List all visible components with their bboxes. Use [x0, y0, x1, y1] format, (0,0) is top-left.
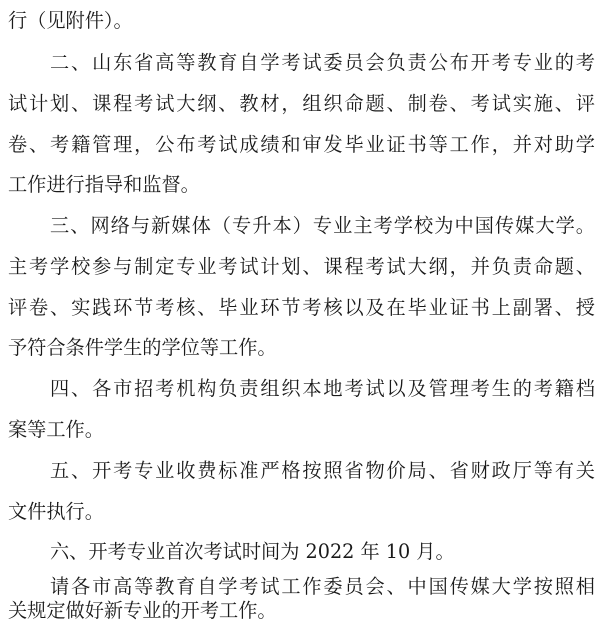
paragraph-6-start: 六、开考专业首次考试时间为 2022 年 10 月。 — [50, 540, 455, 563]
text-line: 文件执行。 — [8, 500, 104, 523]
text-line: 评卷、实践环节考核、毕业环节考核以及在毕业证书上副署、授 — [8, 296, 595, 319]
text-line: 卷、考籍管理，公布考试成绩和审发毕业证书等工作，并对助学 — [8, 133, 595, 156]
text-line: 予符合条件学生的学位等工作。 — [8, 336, 277, 359]
text-line: 试计划、课程考试大纲、教材，组织命题、制卷、考试实施、评 — [8, 92, 595, 115]
text-line: 行（见附件）。 — [8, 9, 133, 32]
paragraph-3-start: 三、网络与新媒体（专升本）专业主考学校为中国传媒大学。 — [50, 214, 595, 237]
text-line: 案等工作。 — [8, 418, 104, 441]
paragraph-5-start: 五、开考专业收费标准严格按照省物价局、省财政厅等有关 — [50, 459, 595, 482]
text-line: 关规定做好新专业的开考工作。 — [8, 599, 277, 622]
text-line: 工作进行指导和监督。 — [8, 173, 200, 196]
paragraph-2-start: 二、山东省高等教育自学考试委员会负责公布开考专业的考 — [50, 51, 595, 74]
paragraph-4-start: 四、各市招考机构负责组织本地考试以及管理考生的考籍档 — [50, 377, 595, 400]
paragraph-7-start: 请各市高等教育自学考试工作委员会、中国传媒大学按照相 — [50, 575, 595, 598]
text-line: 主考学校参与制定专业考试计划、课程考试大纲，并负责命题、 — [8, 255, 595, 278]
